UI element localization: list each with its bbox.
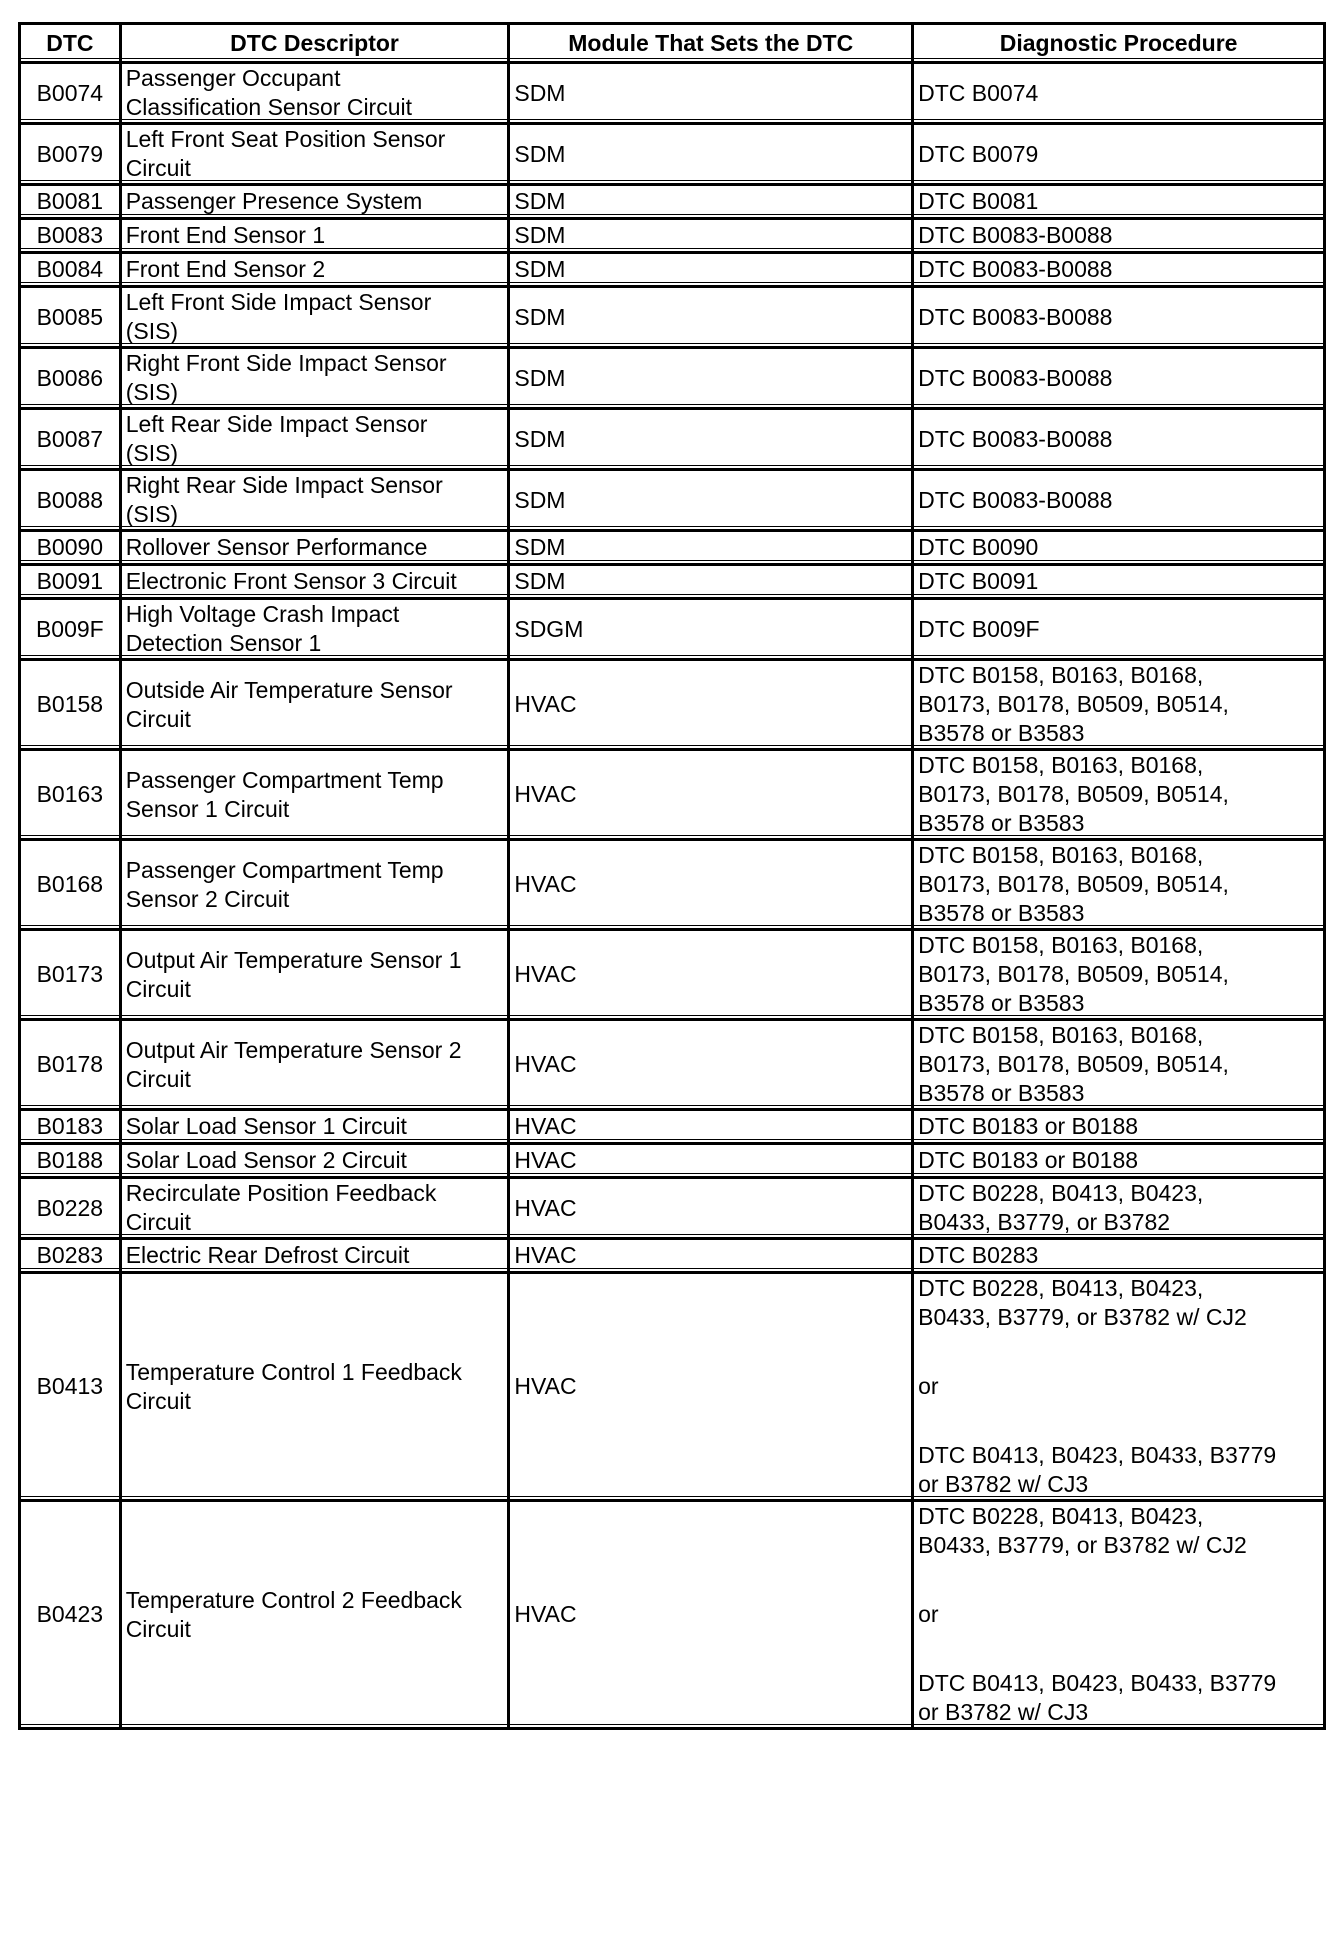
diagnostic-procedure-cell	[914, 1145, 1326, 1179]
diagnostic-procedure-cell	[914, 1502, 1326, 1730]
diagnostic-procedure-cell-text: DTC B0083-B0088	[918, 364, 1113, 391]
table-row	[21, 1021, 1326, 1111]
dtc-code-cell-text: B0188	[36, 1147, 104, 1173]
dtc-descriptor-cell	[122, 751, 511, 841]
table-row	[21, 1240, 1326, 1274]
dtc-code-cell	[21, 349, 122, 410]
dtc-descriptor-cell	[122, 349, 511, 410]
module-cell-text: SDGM	[514, 615, 584, 642]
table-row	[21, 471, 1326, 532]
diagnostic-procedure-cell	[914, 186, 1326, 220]
module-cell	[510, 186, 914, 220]
module-cell-text: HVAC	[514, 1113, 577, 1139]
procedure-or-text: or	[918, 1373, 939, 1399]
dtc-descriptor-cell-text: Front End Sensor 2	[125, 256, 326, 282]
table-row	[21, 841, 1326, 931]
module-cell-text: HVAC	[514, 691, 577, 717]
dtc-descriptor-cell	[122, 1145, 511, 1179]
diagnostic-procedure-cell-text: DTC B0183 or B0188	[918, 1113, 1139, 1139]
module-cell-text: HVAC	[514, 1242, 577, 1268]
dtc-descriptor-cell	[122, 661, 511, 751]
diagnostic-procedure-cell	[914, 349, 1326, 410]
dtc-code-cell-text: B0423	[36, 1601, 104, 1627]
diagnostic-procedure-cell-text: DTC B0090	[918, 534, 1039, 560]
dtc-descriptor-cell-text: Passenger Presence System	[125, 188, 423, 214]
module-cell	[510, 254, 914, 288]
module-cell	[510, 1021, 914, 1111]
dtc-code-cell	[21, 1179, 122, 1240]
dtc-code-cell-text: B0088	[36, 486, 104, 513]
module-cell	[510, 125, 914, 186]
module-cell-text: HVAC	[514, 1373, 577, 1399]
module-cell	[510, 661, 914, 751]
module-cell	[510, 220, 914, 254]
diagnostic-procedure-cell-text: DTC B0091	[918, 568, 1039, 594]
module-cell-text: SDM	[514, 568, 566, 594]
dtc-descriptor-cell	[122, 532, 511, 566]
dtc-descriptor-cell-text: Left Front Side Impact Sensor (SIS)	[125, 289, 432, 344]
dtc-descriptor-cell-text: Passenger Compartment Temp Sensor 1 Circuit	[125, 766, 444, 822]
diagnostic-procedure-cell	[914, 931, 1326, 1021]
dtc-code-cell	[21, 1021, 122, 1111]
module-cell-text: HVAC	[514, 1147, 577, 1173]
table-row	[21, 1111, 1326, 1145]
module-cell	[510, 841, 914, 931]
module-cell-text: HVAC	[514, 1194, 577, 1221]
module-cell-text: SDM	[514, 364, 566, 391]
module-cell	[510, 600, 914, 661]
dtc-code-cell	[21, 532, 122, 566]
table-row	[21, 349, 1326, 410]
table-row	[21, 566, 1326, 600]
module-cell-text: SDM	[514, 140, 566, 167]
diagnostic-procedure-cell-text: DTC B009F	[918, 615, 1040, 642]
dtc-descriptor-cell-text: Temperature Control 1 Feedback Circuit	[125, 1358, 462, 1414]
header-dtc-descriptor: DTC Descriptor	[122, 25, 511, 64]
table-row	[21, 600, 1326, 661]
dtc-code-cell-text: B009F	[35, 615, 104, 642]
dtc-code-cell	[21, 566, 122, 600]
dtc-descriptor-cell-text: Output Air Temperature Sensor 2 Circuit	[125, 1036, 462, 1092]
dtc-descriptor-cell-text: Front End Sensor 1	[125, 222, 326, 248]
table-body	[21, 64, 1326, 1730]
dtc-code-cell	[21, 125, 122, 186]
module-cell	[510, 1145, 914, 1179]
dtc-descriptor-cell	[122, 841, 511, 931]
header-diagnostic-procedure: Diagnostic Procedure	[914, 25, 1326, 64]
diagnostic-procedure-cell-text: DTC B0228, B0413, B0423, B0433, B3779, or B3782 w/ CJ2	[918, 1275, 1247, 1330]
diagnostic-procedure-cell-text: DTC B0158, B0163, B0168, B0173, B0178, B0509, B0514, B3578 or B3583	[918, 842, 1229, 926]
dtc-code-cell-text: B0168	[36, 871, 104, 897]
diagnostic-procedure-cell	[914, 566, 1326, 600]
dtc-descriptor-cell-text: High Voltage Crash Impact Detection Sensor 1	[125, 601, 400, 656]
table-row	[21, 186, 1326, 220]
diagnostic-procedure-cell-text: DTC B0081	[918, 188, 1039, 214]
diagnostic-procedure-cell-text: DTC B0283	[918, 1242, 1039, 1268]
dtc-code-cell	[21, 471, 122, 532]
module-cell	[510, 1179, 914, 1240]
procedure-alt-text: DTC B0413, B0423, B0433, B3779 or B3782 w/ CJ3	[918, 1442, 1277, 1497]
dtc-table	[18, 22, 1326, 1730]
table-row	[21, 1179, 1326, 1240]
diagnostic-procedure-cell	[914, 410, 1326, 471]
dtc-code-cell-text: B0084	[36, 256, 104, 282]
dtc-descriptor-cell-text: Outside Air Temperature Sensor Circuit	[125, 676, 453, 732]
dtc-descriptor-cell-text: Electronic Front Sensor 3 Circuit	[125, 568, 457, 594]
dtc-code-cell-text: B0091	[36, 568, 104, 594]
dtc-descriptor-cell	[122, 566, 511, 600]
diagnostic-procedure-cell	[914, 600, 1326, 661]
procedure-or-text: or	[918, 1601, 939, 1627]
diagnostic-procedure-cell-text: DTC B0158, B0163, B0168, B0173, B0178, B0509, B0514, B3578 or B3583	[918, 662, 1229, 746]
dtc-code-cell-text: B0183	[36, 1113, 104, 1139]
diagnostic-procedure-cell-text: DTC B0228, B0413, B0423, B0433, B3779, or B3782	[918, 1180, 1204, 1235]
diagnostic-procedure-cell-text: DTC B0083-B0088	[918, 425, 1113, 452]
header-row	[21, 25, 1326, 64]
module-cell	[510, 931, 914, 1021]
module-cell-text: SDM	[514, 222, 566, 248]
diagnostic-procedure-cell	[914, 661, 1326, 751]
diagnostic-procedure-cell-text: DTC B0079	[918, 140, 1039, 167]
diagnostic-procedure-cell	[914, 288, 1326, 349]
dtc-code-cell-text: B0228	[36, 1194, 104, 1221]
dtc-descriptor-cell-text: Right Rear Side Impact Sensor (SIS)	[125, 472, 443, 527]
dtc-descriptor-cell	[122, 1111, 511, 1145]
dtc-descriptor-cell	[122, 471, 511, 532]
dtc-code-cell	[21, 661, 122, 751]
table-row	[21, 1145, 1326, 1179]
dtc-descriptor-cell	[122, 186, 511, 220]
dtc-descriptor-cell-text: Passenger Compartment Temp Sensor 2 Circuit	[125, 856, 444, 912]
dtc-code-cell	[21, 1145, 122, 1179]
module-cell	[510, 349, 914, 410]
dtc-descriptor-cell	[122, 1502, 511, 1730]
diagnostic-procedure-cell-text: DTC B0158, B0163, B0168, B0173, B0178, B0509, B0514, B3578 or B3583	[918, 1022, 1229, 1106]
dtc-descriptor-cell	[122, 220, 511, 254]
dtc-descriptor-cell	[122, 931, 511, 1021]
diagnostic-procedure-cell	[914, 125, 1326, 186]
module-cell-text: SDM	[514, 188, 566, 214]
module-cell	[510, 1111, 914, 1145]
dtc-descriptor-cell	[122, 64, 511, 125]
table-row	[21, 1274, 1326, 1502]
dtc-code-cell	[21, 288, 122, 349]
diagnostic-procedure-cell	[914, 471, 1326, 532]
module-cell	[510, 1502, 914, 1730]
module-cell	[510, 1240, 914, 1274]
module-cell-text: SDM	[514, 303, 566, 330]
dtc-descriptor-cell-text: Recirculate Position Feedback Circuit	[125, 1180, 437, 1235]
dtc-code-cell-text: B0079	[36, 140, 104, 167]
diagnostic-procedure-cell-text: DTC B0083-B0088	[918, 303, 1113, 330]
dtc-code-cell-text: B0178	[36, 1051, 104, 1077]
dtc-descriptor-cell-text: Solar Load Sensor 2 Circuit	[125, 1147, 407, 1173]
module-cell	[510, 751, 914, 841]
dtc-descriptor-cell	[122, 1274, 511, 1502]
dtc-code-cell	[21, 1111, 122, 1145]
dtc-code-cell-text: B0081	[36, 188, 104, 214]
diagnostic-procedure-cell-text: DTC B0083-B0088	[918, 256, 1113, 282]
dtc-code-cell	[21, 64, 122, 125]
dtc-descriptor-cell	[122, 410, 511, 471]
dtc-code-cell-text: B0173	[36, 961, 104, 987]
module-cell-text: HVAC	[514, 1601, 577, 1627]
dtc-code-cell	[21, 751, 122, 841]
dtc-code-cell-text: B0158	[36, 691, 104, 717]
diagnostic-procedure-cell-text: DTC B0083-B0088	[918, 222, 1113, 248]
module-cell	[510, 288, 914, 349]
diagnostic-procedure-cell	[914, 841, 1326, 931]
diagnostic-procedure-cell-text: DTC B0183 or B0188	[918, 1147, 1139, 1173]
dtc-code-cell-text: B0163	[36, 781, 104, 807]
diagnostic-procedure-cell-text: DTC B0074	[918, 79, 1039, 106]
module-cell-text: SDM	[514, 425, 566, 452]
diagnostic-procedure-cell	[914, 1021, 1326, 1111]
dtc-descriptor-cell	[122, 1021, 511, 1111]
dtc-code-cell-text: B0086	[36, 364, 104, 391]
dtc-descriptor-cell-text: Right Front Side Impact Sensor (SIS)	[125, 350, 447, 405]
table-row	[21, 220, 1326, 254]
diagnostic-procedure-cell	[914, 532, 1326, 566]
diagnostic-procedure-cell	[914, 751, 1326, 841]
module-cell	[510, 64, 914, 125]
diagnostic-procedure-cell-text: DTC B0158, B0163, B0168, B0173, B0178, B0509, B0514, B3578 or B3583	[918, 752, 1229, 836]
diagnostic-procedure-cell-text: DTC B0083-B0088	[918, 486, 1113, 513]
dtc-code-cell-text: B0074	[36, 79, 104, 106]
procedure-alt-text: DTC B0413, B0423, B0433, B3779 or B3782 w/ CJ3	[918, 1670, 1277, 1725]
dtc-descriptor-cell	[122, 1240, 511, 1274]
diagnostic-procedure-cell	[914, 64, 1326, 125]
dtc-code-cell-text: B0090	[36, 534, 104, 560]
module-cell-text: HVAC	[514, 1051, 577, 1077]
diagnostic-procedure-cell-text: DTC B0228, B0413, B0423, B0433, B3779, or B3782 w/ CJ2	[918, 1503, 1247, 1558]
dtc-code-cell	[21, 1240, 122, 1274]
dtc-descriptor-cell-text: Left Front Seat Position Sensor Circuit	[125, 126, 446, 181]
module-cell-text: HVAC	[514, 781, 577, 807]
table-row	[21, 125, 1326, 186]
dtc-code-cell	[21, 220, 122, 254]
diagnostic-procedure-cell	[914, 1274, 1326, 1502]
dtc-descriptor-cell-text: Output Air Temperature Sensor 1 Circuit	[125, 946, 462, 1002]
table-row	[21, 288, 1326, 349]
dtc-descriptor-cell-text: Passenger Occupant Classification Sensor Circuit	[125, 65, 413, 120]
dtc-code-cell	[21, 1502, 122, 1730]
dtc-code-cell	[21, 1274, 122, 1502]
dtc-code-cell-text: B0083	[36, 222, 104, 248]
table-row	[21, 751, 1326, 841]
module-cell-text: SDM	[514, 79, 566, 106]
module-cell	[510, 566, 914, 600]
diagnostic-procedure-cell	[914, 1179, 1326, 1240]
dtc-descriptor-cell	[122, 600, 511, 661]
dtc-code-cell-text: B0413	[36, 1373, 104, 1399]
dtc-descriptor-cell-text: Temperature Control 2 Feedback Circuit	[125, 1586, 462, 1642]
header-dtc: DTC	[21, 25, 122, 64]
table-row	[21, 1502, 1326, 1730]
module-cell-text: HVAC	[514, 871, 577, 897]
module-cell	[510, 532, 914, 566]
dtc-code-cell	[21, 931, 122, 1021]
dtc-descriptor-cell	[122, 254, 511, 288]
diagnostic-procedure-cell	[914, 1240, 1326, 1274]
module-cell	[510, 410, 914, 471]
table-row	[21, 931, 1326, 1021]
table-row	[21, 254, 1326, 288]
dtc-descriptor-cell-text: Solar Load Sensor 1 Circuit	[125, 1113, 407, 1139]
dtc-descriptor-cell-text: Rollover Sensor Performance	[125, 534, 428, 560]
dtc-descriptor-cell-text: Electric Rear Defrost Circuit	[125, 1242, 410, 1268]
dtc-code-cell	[21, 186, 122, 220]
dtc-code-cell-text: B0085	[36, 303, 104, 330]
module-cell	[510, 1274, 914, 1502]
module-cell	[510, 471, 914, 532]
dtc-code-cell-text: B0087	[36, 425, 104, 452]
dtc-descriptor-cell	[122, 1179, 511, 1240]
dtc-code-cell	[21, 410, 122, 471]
dtc-code-cell	[21, 600, 122, 661]
dtc-code-cell	[21, 254, 122, 288]
diagnostic-procedure-cell	[914, 254, 1326, 288]
dtc-code-cell-text: B0283	[36, 1242, 104, 1268]
module-cell-text: SDM	[514, 256, 566, 282]
module-cell-text: SDM	[514, 534, 566, 560]
header-module: Module That Sets the DTC	[510, 25, 914, 64]
module-cell-text: HVAC	[514, 961, 577, 987]
dtc-descriptor-cell	[122, 125, 511, 186]
dtc-code-cell	[21, 841, 122, 931]
table-row	[21, 64, 1326, 125]
module-cell-text: SDM	[514, 486, 566, 513]
table-row	[21, 532, 1326, 566]
diagnostic-procedure-cell-text: DTC B0158, B0163, B0168, B0173, B0178, B0509, B0514, B3578 or B3583	[918, 932, 1229, 1016]
table-row	[21, 410, 1326, 471]
dtc-descriptor-cell-text: Left Rear Side Impact Sensor (SIS)	[125, 411, 428, 466]
table-row	[21, 661, 1326, 751]
dtc-descriptor-cell	[122, 288, 511, 349]
diagnostic-procedure-cell	[914, 220, 1326, 254]
diagnostic-procedure-cell	[914, 1111, 1326, 1145]
